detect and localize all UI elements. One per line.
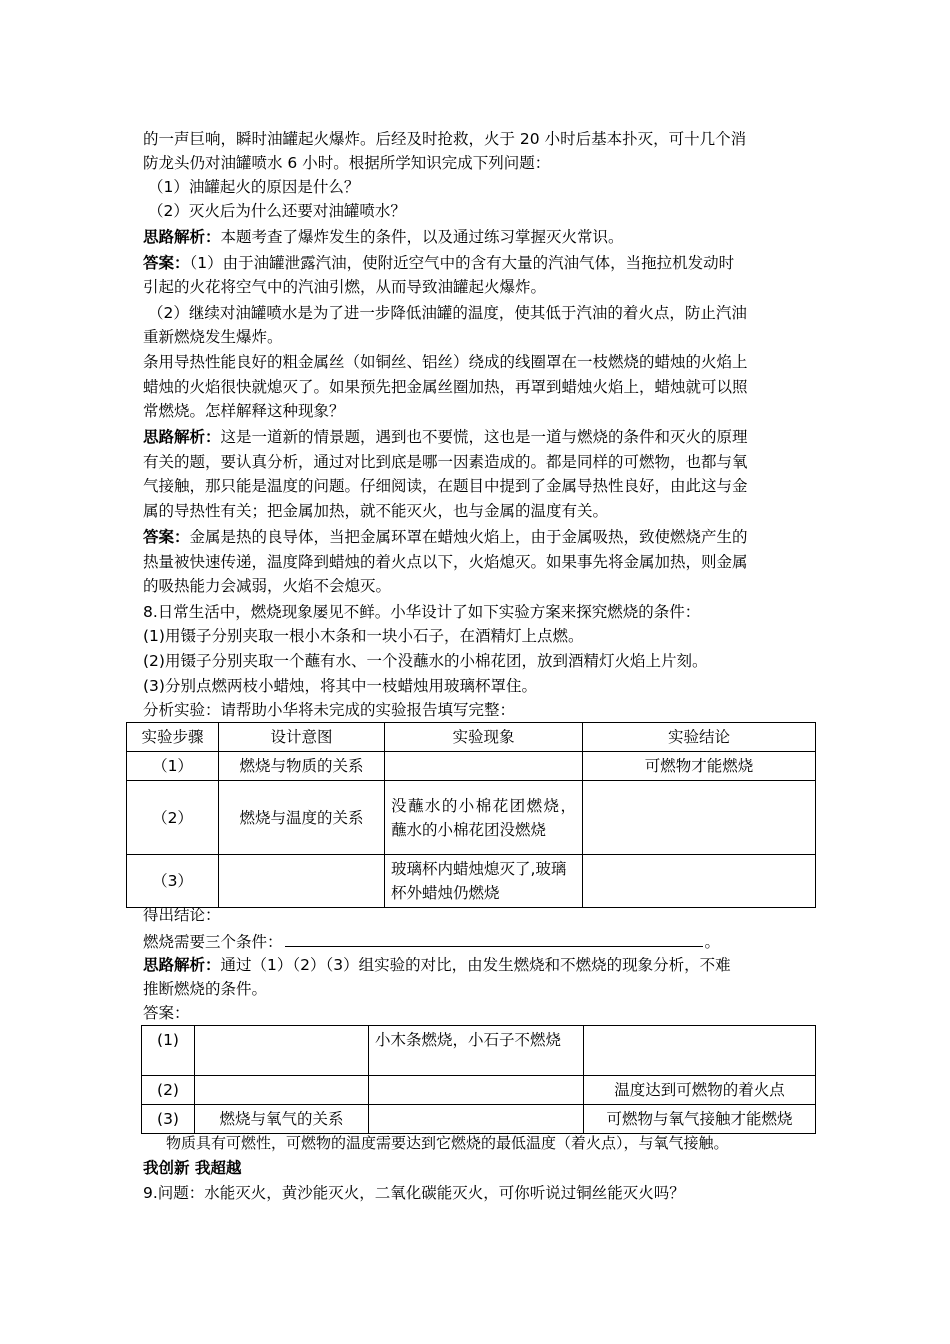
paragraph-line: 引起的火花将空气中的汽油引燃，从而导致油罐起火爆炸。 bbox=[143, 278, 547, 296]
conditions-line bbox=[143, 928, 813, 954]
question-9: 9.问题：水能灭火，黄沙能灭火，二氧化碳能灭火，可你听说过铜丝能灭火吗？ bbox=[143, 1184, 685, 1202]
table-cell bbox=[369, 1076, 584, 1105]
analysis-label: 思路解析： bbox=[143, 428, 221, 446]
answer-label: 答案： bbox=[143, 528, 190, 546]
table-row bbox=[127, 855, 816, 908]
table-cell: 没蘸水的小棉花团燃烧，蘸水的小棉花团没燃烧 bbox=[385, 781, 583, 855]
procedure-step-3: (3)分别点燃两枝小蜡烛，将其中一枝蜡烛用玻璃杯罩住。 bbox=[143, 677, 537, 695]
answer-text: （1）由于油罐泄露汽油，使附近空气中的含有大量的汽油气体，当拖拉机发动时 bbox=[189, 254, 735, 272]
table-header: 实验结论 bbox=[583, 723, 816, 752]
analysis-line bbox=[143, 425, 813, 449]
section-title: 我创新 我超越 bbox=[143, 1159, 242, 1177]
answer-table bbox=[141, 1025, 816, 1134]
paragraph-line: 重新燃烧发生爆炸。 bbox=[143, 328, 283, 346]
table-cell: 燃烧与物质的关系 bbox=[219, 752, 385, 781]
table-cell: (3) bbox=[142, 1105, 195, 1134]
paragraph-line: 热量被快速传递，温度降到蜡烛的着火点以下，火焰熄灭。如果事先将金属加热，则金属 bbox=[143, 553, 748, 571]
answer-label: 答案： bbox=[143, 254, 190, 272]
paragraph-line: 气接触，那只能是温度的问题。仔细阅读，在题目中提到了金属导热性良好，由此这与金 bbox=[143, 477, 748, 495]
table-cell bbox=[584, 1026, 816, 1076]
table-cell: （1） bbox=[127, 752, 219, 781]
conditions-prefix: 燃烧需要三个条件： bbox=[143, 933, 283, 951]
paragraph-line: 属的导热性有关；把金属加热，就不能灭火，也与金属的温度有关。 bbox=[143, 502, 609, 520]
table-header: 设计意图 bbox=[219, 723, 385, 752]
paragraph-line: 蜡烛的火焰很快就熄灭了。如果预先把金属丝圈加热，再罩到蜡烛火焰上，蜡烛就可以照 bbox=[143, 378, 748, 396]
table-cell: (2) bbox=[142, 1076, 195, 1105]
table-row bbox=[127, 752, 816, 781]
question-8: 8.日常生活中，燃烧现象屡见不鲜。小华设计了如下实验方案来探究燃烧的条件： bbox=[143, 603, 701, 621]
table-row bbox=[127, 781, 816, 855]
analysis-line bbox=[143, 225, 813, 249]
table-cell: 玻璃杯内蜡烛熄灭了,玻璃杯外蜡烛仍燃烧 bbox=[385, 855, 583, 908]
question-2: （2）灭火后为什么还要对油罐喷水？ bbox=[148, 202, 406, 220]
conditions-suffix: 。 bbox=[704, 933, 721, 951]
table-cell bbox=[385, 752, 583, 781]
table-cell: （2） bbox=[127, 781, 219, 855]
answer-line bbox=[143, 525, 813, 549]
table-header-row bbox=[127, 723, 816, 752]
answer-blank[interactable] bbox=[285, 928, 703, 947]
table-cell bbox=[219, 855, 385, 908]
conclusion-label: 得出结论： bbox=[143, 906, 221, 924]
table-cell bbox=[583, 781, 816, 855]
table-row bbox=[142, 1105, 816, 1134]
answer-text: 金属是热的良导体，当把金属环罩在蜡烛火焰上，由于金属吸热，致使燃烧产生的 bbox=[189, 528, 748, 546]
summary-line: 物质具有可燃性，可燃物的温度需要达到它燃烧的最低温度（着火点），与氧气接触。 bbox=[166, 1134, 729, 1152]
table-cell: 燃烧与温度的关系 bbox=[219, 781, 385, 855]
answer-label: 答案： bbox=[143, 1004, 190, 1022]
analysis-text: 通过（1）（2）（3）组实验的对比，由发生燃烧和不燃烧的现象分析，不难 bbox=[220, 956, 731, 974]
answer-line bbox=[143, 251, 813, 275]
table-cell: 小木条燃烧，小石子不燃烧 bbox=[369, 1026, 584, 1076]
table-cell bbox=[195, 1026, 369, 1076]
paragraph-line: 的吸热能力会减弱，火焰不会熄灭。 bbox=[143, 577, 392, 595]
table-row bbox=[142, 1026, 816, 1076]
procedure-step-2: (2)用镊子分别夹取一个蘸有水、一个没蘸水的小棉花团，放到酒精灯火焰上片刻。 bbox=[143, 652, 708, 670]
analysis-text: 这是一道新的情景题，遇到也不要慌，这也是一道与燃烧的条件和灭火的原理 bbox=[220, 428, 748, 446]
analysis-label: 思路解析： bbox=[143, 228, 221, 246]
table-cell bbox=[195, 1076, 369, 1105]
procedure-step-1: (1)用镊子分别夹取一根小木条和一块小石子，在酒精灯上点燃。 bbox=[143, 627, 584, 645]
paragraph-line: 的一声巨响，瞬时油罐起火爆炸。后经及时抢救，火于 20 小时后基本扑灭，可十几个消 bbox=[143, 130, 747, 148]
paragraph-line: 常燃烧。怎样解释这种现象？ bbox=[143, 402, 345, 420]
table-cell: 燃烧与氧气的关系 bbox=[195, 1105, 369, 1134]
paragraph-line: 条用导热性能良好的粗金属丝（如铜丝、铝丝）绕成的线圈罩在一枝燃烧的蜡烛的火焰上 bbox=[143, 353, 748, 371]
table-header: 实验步骤 bbox=[127, 723, 219, 752]
analysis-text: 本题考查了爆炸发生的条件，以及通过练习掌握灭火常识。 bbox=[220, 228, 624, 246]
paragraph-line: 分析实验：请帮助小华将未完成的实验报告填写完整： bbox=[143, 701, 516, 719]
paragraph-line: 防龙头仍对油罐喷水 6 小时。根据所学知识完成下列问题： bbox=[143, 154, 551, 172]
table-cell: (1) bbox=[142, 1026, 195, 1076]
table-cell: 可燃物与氧气接触才能燃烧 bbox=[584, 1105, 816, 1134]
table-cell: 可燃物才能燃烧 bbox=[583, 752, 816, 781]
paragraph-line: 有关的题，要认真分析，通过对比到底是哪一因素造成的。都是同样的可燃物，也都与氧 bbox=[143, 453, 748, 471]
analysis-line bbox=[143, 953, 813, 977]
question-1: （1）油罐起火的原因是什么？ bbox=[148, 178, 360, 196]
table-cell: 温度达到可燃物的着火点 bbox=[584, 1076, 816, 1105]
table-row bbox=[142, 1076, 816, 1105]
paragraph-line: 推断燃烧的条件。 bbox=[143, 980, 268, 998]
table-cell bbox=[369, 1105, 584, 1134]
table-cell bbox=[583, 855, 816, 908]
paragraph-line: （2）继续对油罐喷水是为了进一步降低油罐的温度，使其低于汽油的着火点，防止汽油 bbox=[148, 304, 747, 322]
table-cell: （3） bbox=[127, 855, 219, 908]
analysis-label: 思路解析： bbox=[143, 956, 221, 974]
experiment-report-table bbox=[126, 722, 816, 908]
table-header: 实验现象 bbox=[385, 723, 583, 752]
